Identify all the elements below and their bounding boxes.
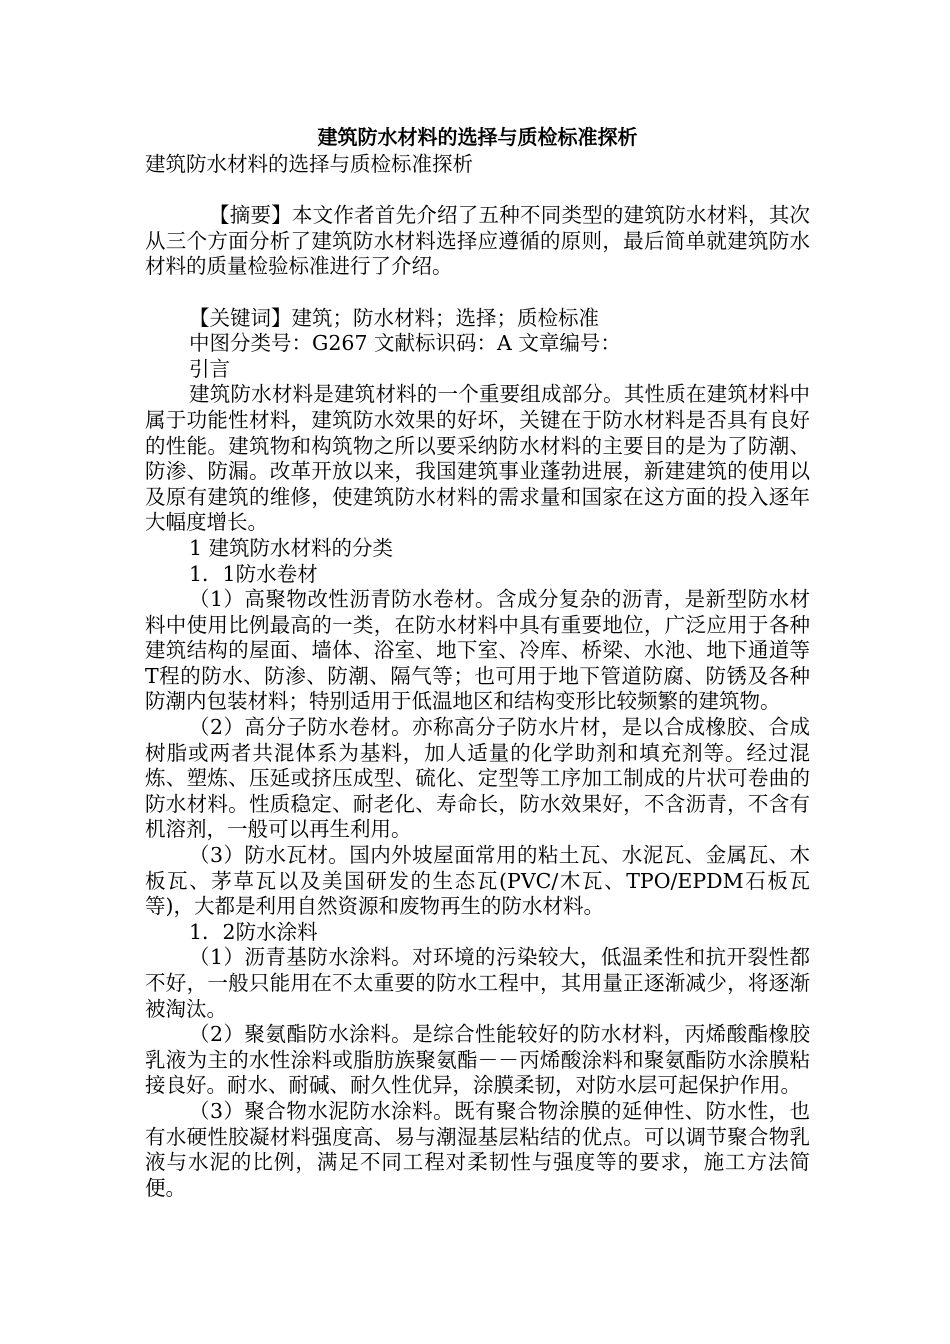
section-1-2-paragraph-3: （3）聚合物水泥防水涂料。既有聚合物涂膜的延伸性、防水性，也有水硬性胶凝材料强度高、易与潮湿基层粘结的优点。可以调节聚合物乳液与水泥的比例，满足不同工程对柔韧性与强度等的要求，施工方法简便。 (145, 1098, 810, 1200)
section-1-1-heading: 1．1防水卷材 (189, 561, 318, 586)
document-page (145, 122, 810, 1201)
spacer (145, 178, 810, 204)
intro-heading: 引言 (189, 356, 230, 381)
section-1-1-paragraph-3: （3）防水瓦材。国内外坡屋面常用的粘土瓦、水泥瓦、金属瓦、木板瓦、茅草瓦以及美国研发的生态瓦(PVC/木瓦、TPO/EPDM石板瓦等)，大都是利用自然资源和废物再生的防水材料。 (145, 843, 810, 919)
classification-line: 中图分类号：G267 文献标识码：A 文章编号： (189, 331, 621, 356)
section-1-1-paragraph-2: （2）高分子防水卷材。亦称高分子防水片材，是以合成橡胶、合成树脂或两者共混体系为基料，加人适量的化学助剂和填充剂等。经过混炼、塑炼、压延或挤压成型、硫化、定型等工序加工制成的片状可卷曲的防水材料。性质稳定、耐老化、寿命长，防水效果好，不含沥青，不含有机溶剂，一般可以再生利用。 (145, 715, 810, 842)
spacer (145, 280, 810, 306)
intro-paragraph: 建筑防水材料是建筑材料的一个重要组成部分。其性质在建筑材料中属于功能性材料，建筑防水效果的好坏，关键在于防水材料是否具有良好的性能。建筑物和构筑物之所以要采纳防水材料的主要目的是为了防潮、防渗、防漏。改革开放以来，我国建筑事业蓬勃进展，新建建筑的使用以及原有建筑的维修，使建筑防水材料的需求量和国家在这方面的投入逐年大幅度增长。 (145, 382, 810, 535)
keywords-line: 【关键词】建筑；防水材料；选择；质检标准 (189, 305, 599, 330)
document-title: 建筑防水材料的选择与质检标准探析 (317, 125, 638, 149)
section-1-2-paragraph-2: （2）聚氨酯防水涂料。是综合性能较好的防水材料，丙烯酸酯橡胶乳液为主的水性涂料或脂肪族聚氨酯－－丙烯酸涂料和聚氨酯防水涂膜粘接良好。耐水、耐碱、耐久性优异，涂膜柔韧，对防水层可起保护作用。 (145, 1022, 810, 1098)
section-1-heading: 1 建筑防水材料的分类 (189, 535, 394, 560)
section-1-2-paragraph-1: （1）沥青基防水涂料。对环境的污染较大，低温柔性和抗开裂性都不好，一般只能用在不太重要的防水工程中，其用量正逐渐减少，将逐渐被淘汰。 (145, 945, 810, 1021)
section-1-2-heading: 1．2防水涂料 (189, 919, 318, 944)
section-1-1-paragraph-1: （1）高聚物改性沥青防水卷材。含成分复杂的沥青，是新型防水材料中使用比例最高的一类，在防水材料中具有重要地位，广泛应用于各种建筑结构的屋面、墙体、浴室、地下室、冷库、桥梁、水池、地下通道等T程的防水、防渗、防潮、隔气等；也可用于地下管道防腐、防锈及各种防潮内包装材料；特别适用于低温地区和结构变形比较频繁的建筑物。 (145, 587, 810, 714)
document-subtitle: 建筑防水材料的选择与质检标准探析 (145, 152, 473, 176)
abstract-paragraph: 【摘要】本文作者首先介绍了五种不同类型的建筑防水材料，其次从三个方面分析了建筑防水材料选择应遵循的原则，最后简单就建筑防水材料的质量检验标准进行了介绍。 (145, 203, 810, 279)
